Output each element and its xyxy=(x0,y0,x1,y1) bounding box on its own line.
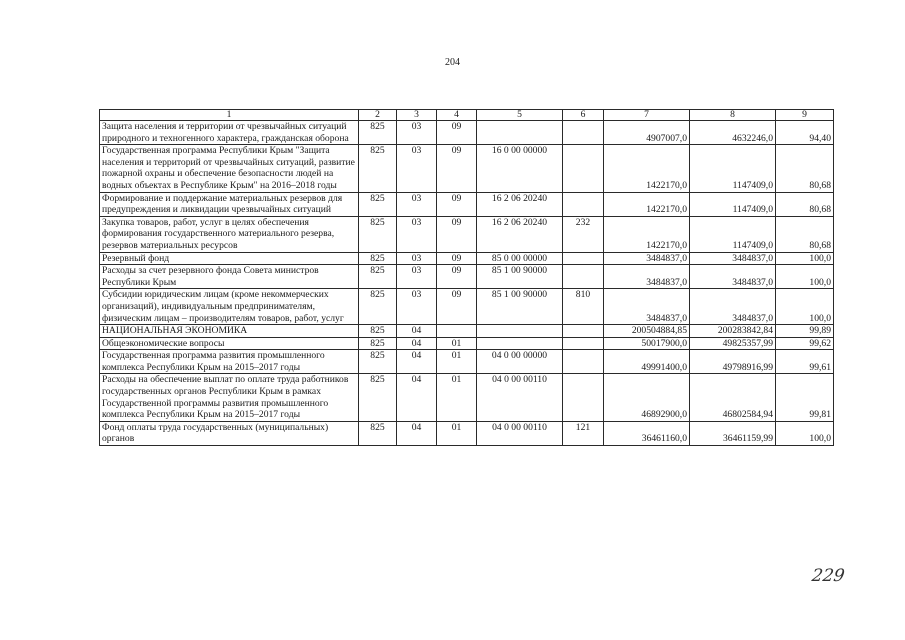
col-header: 6 xyxy=(563,110,604,121)
row-value-cell xyxy=(563,145,604,192)
row-value-cell: 825 xyxy=(359,289,397,325)
row-value-cell: 1147409,0 xyxy=(690,145,776,192)
row-value-cell: 03 xyxy=(397,265,437,289)
row-name-cell: Субсидии юридическим лицам (кроме некоммерческих организаций), индивидуальным предпринимателям, физическим лицам – производителям товаров, работ, услуг xyxy=(100,289,359,325)
table-row xyxy=(100,325,834,338)
row-value-cell: 04 xyxy=(397,421,437,445)
row-value-cell: 16 0 00 00000 xyxy=(477,145,563,192)
row-value-cell: 1422170,0 xyxy=(604,192,690,216)
row-value-cell: 04 0 00 00110 xyxy=(477,374,563,421)
row-value-cell xyxy=(563,121,604,145)
row-value-cell: 3484837,0 xyxy=(690,265,776,289)
row-value-cell: 825 xyxy=(359,121,397,145)
table-row xyxy=(100,350,834,374)
row-value-cell xyxy=(437,325,477,338)
row-value-cell: 100,0 xyxy=(776,289,834,325)
row-value-cell: 49825357,99 xyxy=(690,337,776,350)
row-value-cell: 99,81 xyxy=(776,374,834,421)
row-value-cell: 09 xyxy=(437,289,477,325)
row-value-cell: 01 xyxy=(437,350,477,374)
col-header: 1 xyxy=(100,110,359,121)
row-value-cell: 825 xyxy=(359,145,397,192)
row-value-cell: 09 xyxy=(437,121,477,145)
row-value-cell: 01 xyxy=(437,374,477,421)
row-value-cell: 121 xyxy=(563,421,604,445)
row-value-cell: 01 xyxy=(437,337,477,350)
row-value-cell: 1147409,0 xyxy=(690,192,776,216)
row-value-cell: 85 1 00 90000 xyxy=(477,265,563,289)
row-value-cell: 3484837,0 xyxy=(604,265,690,289)
row-name-cell: Расходы на обеспечение выплат по оплате труда работников государственных органов Республики Крым в рамках Государственной программы развития промышленного комплекса Республики Крым на 2015–2017 годы xyxy=(100,374,359,421)
row-value-cell: 810 xyxy=(563,289,604,325)
table-row xyxy=(100,121,834,145)
row-value-cell: 09 xyxy=(437,252,477,265)
row-value-cell: 825 xyxy=(359,374,397,421)
row-value-cell: 85 1 00 90000 xyxy=(477,289,563,325)
row-value-cell: 50017900,0 xyxy=(604,337,690,350)
row-value-cell: 3484837,0 xyxy=(690,252,776,265)
row-value-cell: 16 2 06 20240 xyxy=(477,216,563,252)
row-value-cell: 16 2 06 20240 xyxy=(477,192,563,216)
row-value-cell: 03 xyxy=(397,252,437,265)
row-value-cell: 100,0 xyxy=(776,265,834,289)
row-value-cell: 99,61 xyxy=(776,350,834,374)
row-value-cell: 100,0 xyxy=(776,421,834,445)
row-value-cell: 825 xyxy=(359,252,397,265)
row-value-cell xyxy=(563,192,604,216)
row-value-cell: 825 xyxy=(359,216,397,252)
col-header: 3 xyxy=(397,110,437,121)
row-value-cell: 1147409,0 xyxy=(690,216,776,252)
row-value-cell: 4907007,0 xyxy=(604,121,690,145)
col-header: 8 xyxy=(690,110,776,121)
row-value-cell: 80,68 xyxy=(776,192,834,216)
row-value-cell xyxy=(563,337,604,350)
row-value-cell: 80,68 xyxy=(776,216,834,252)
row-value-cell: 04 0 00 00110 xyxy=(477,421,563,445)
budget-table xyxy=(99,109,834,446)
row-value-cell: 80,68 xyxy=(776,145,834,192)
row-value-cell: 03 xyxy=(397,145,437,192)
row-value-cell: 04 0 00 00000 xyxy=(477,350,563,374)
row-value-cell: 825 xyxy=(359,325,397,338)
row-value-cell: 99,89 xyxy=(776,325,834,338)
row-value-cell: 3484837,0 xyxy=(604,289,690,325)
row-value-cell: 04 xyxy=(397,374,437,421)
row-value-cell: 46892900,0 xyxy=(604,374,690,421)
col-header: 4 xyxy=(437,110,477,121)
row-value-cell: 825 xyxy=(359,337,397,350)
row-value-cell xyxy=(563,252,604,265)
row-value-cell: 825 xyxy=(359,192,397,216)
row-value-cell: 03 xyxy=(397,216,437,252)
row-value-cell: 99,62 xyxy=(776,337,834,350)
row-value-cell: 09 xyxy=(437,265,477,289)
row-value-cell: 03 xyxy=(397,192,437,216)
row-name-cell: Закупка товаров, работ, услуг в целях обеспечения формирования государственного материального резерва, резервов материальных ресурсов xyxy=(100,216,359,252)
row-value-cell: 94,40 xyxy=(776,121,834,145)
row-value-cell xyxy=(563,350,604,374)
row-name-cell: Формирование и поддержание материальных резервов для предупреждения и ликвидации чрезвычайных ситуаций xyxy=(100,192,359,216)
table-row xyxy=(100,421,834,445)
row-value-cell xyxy=(477,337,563,350)
table-row xyxy=(100,216,834,252)
table-row xyxy=(100,337,834,350)
row-value-cell xyxy=(563,265,604,289)
row-name-cell: Защита населения и территории от чрезвычайных ситуаций природного и техногенного характера, гражданская оборона xyxy=(100,121,359,145)
row-value-cell: 49991400,0 xyxy=(604,350,690,374)
row-value-cell: 1422170,0 xyxy=(604,216,690,252)
col-header: 5 xyxy=(477,110,563,121)
table-row xyxy=(100,145,834,192)
row-name-cell: НАЦИОНАЛЬНАЯ ЭКОНОМИКА xyxy=(100,325,359,338)
page-number: 204 xyxy=(445,57,460,68)
col-header: 9 xyxy=(776,110,834,121)
row-value-cell: 85 0 00 00000 xyxy=(477,252,563,265)
row-value-cell: 04 xyxy=(397,350,437,374)
row-value-cell: 200283842,84 xyxy=(690,325,776,338)
row-value-cell: 825 xyxy=(359,421,397,445)
row-value-cell: 3484837,0 xyxy=(604,252,690,265)
row-value-cell: 36461159,99 xyxy=(690,421,776,445)
row-value-cell: 03 xyxy=(397,121,437,145)
row-value-cell xyxy=(477,121,563,145)
row-value-cell: 100,0 xyxy=(776,252,834,265)
row-value-cell: 04 xyxy=(397,325,437,338)
row-name-cell: Фонд оплаты труда государственных (муниципальных) органов xyxy=(100,421,359,445)
row-value-cell: 09 xyxy=(437,216,477,252)
table-row xyxy=(100,289,834,325)
table-row xyxy=(100,265,834,289)
row-name-cell: Резервный фонд xyxy=(100,252,359,265)
row-name-cell: Общеэкономические вопросы xyxy=(100,337,359,350)
table-row xyxy=(100,192,834,216)
row-value-cell: 09 xyxy=(437,145,477,192)
row-value-cell: 04 xyxy=(397,337,437,350)
row-name-cell: Государственная программа развития промышленного комплекса Республики Крым на 2015–2017 годы xyxy=(100,350,359,374)
row-value-cell: 825 xyxy=(359,265,397,289)
col-header: 2 xyxy=(359,110,397,121)
row-name-cell: Государственная программа Республики Крым "Защита населения и территорий от чрезвычайных ситуаций, развитие пожарной охраны и обеспечение безопасности людей на водных объектах в Республике Крым" на 2016–2018 годы xyxy=(100,145,359,192)
row-value-cell: 09 xyxy=(437,192,477,216)
handwritten-page-number: 229 xyxy=(810,566,846,586)
col-header: 7 xyxy=(604,110,690,121)
row-value-cell: 825 xyxy=(359,350,397,374)
row-value-cell: 1422170,0 xyxy=(604,145,690,192)
row-value-cell: 232 xyxy=(563,216,604,252)
table-row xyxy=(100,252,834,265)
row-value-cell xyxy=(477,325,563,338)
row-value-cell: 200504884,85 xyxy=(604,325,690,338)
table-header-row xyxy=(100,110,834,121)
row-value-cell xyxy=(563,374,604,421)
row-value-cell: 03 xyxy=(397,289,437,325)
row-value-cell: 46802584,94 xyxy=(690,374,776,421)
row-value-cell: 3484837,0 xyxy=(690,289,776,325)
row-value-cell: 49798916,99 xyxy=(690,350,776,374)
row-value-cell xyxy=(563,325,604,338)
row-value-cell: 36461160,0 xyxy=(604,421,690,445)
row-value-cell: 01 xyxy=(437,421,477,445)
row-name-cell: Расходы за счет резервного фонда Совета министров Республики Крым xyxy=(100,265,359,289)
row-value-cell: 4632246,0 xyxy=(690,121,776,145)
table-row xyxy=(100,374,834,421)
